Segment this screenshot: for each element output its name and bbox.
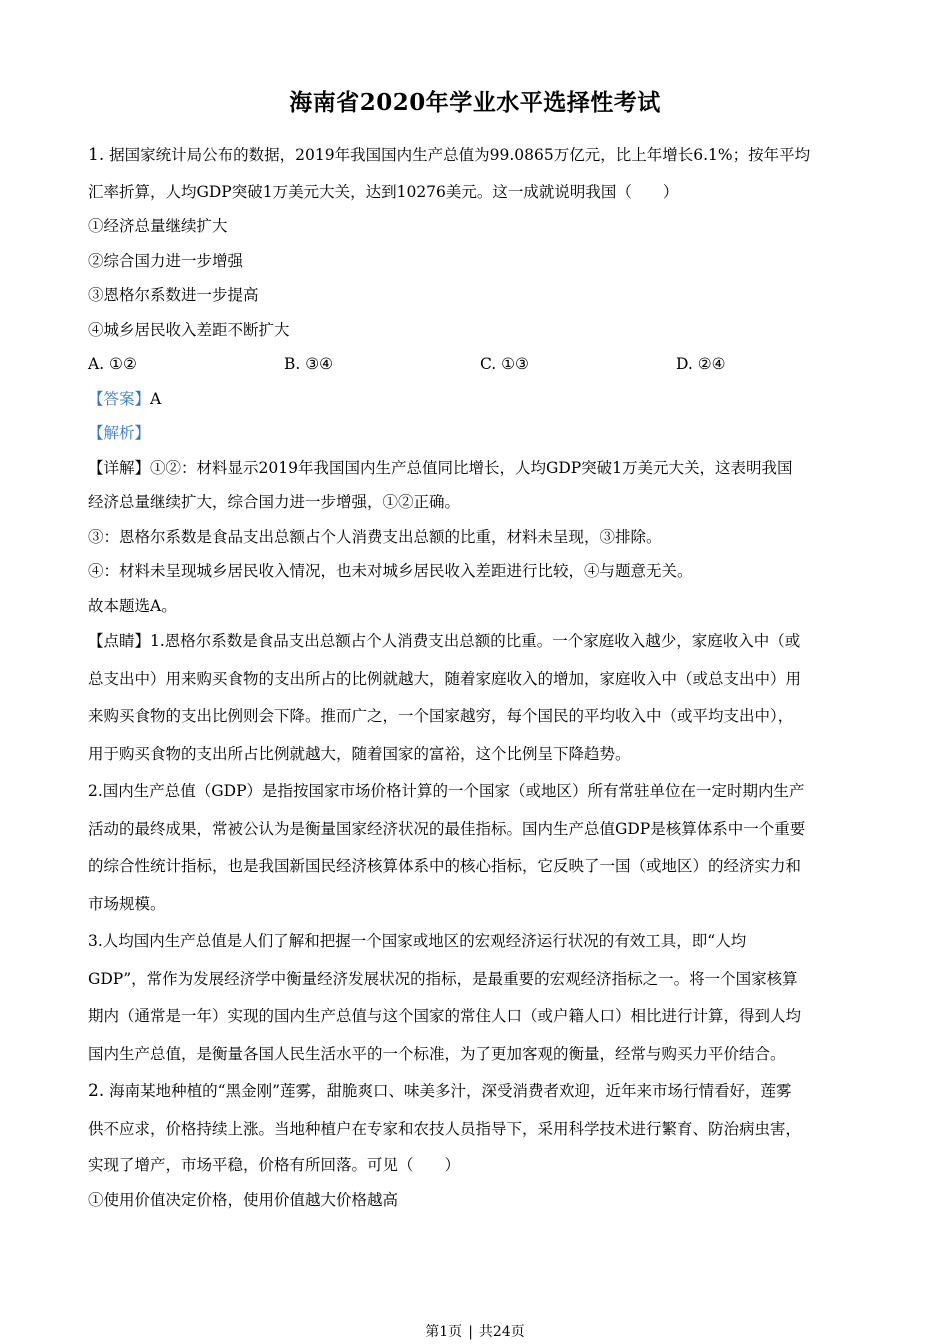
tip-line: 总支出中）用来购买食物的支出所占的比例就越大，随着家庭收入的增加，家庭收入中（或总支出中）用 xyxy=(88,669,802,688)
tip-line: 【点睛】1.恩格尔系数是食品支出总额占个人消费支出总额的比重。一个家庭收入越少，家庭收入中（或 xyxy=(88,632,801,650)
option-d: D. ②④ xyxy=(676,355,726,373)
tip-line: 3.人均国内生产总值是人们了解和把握一个国家或地区的宏观经济运行状况的有效工具，即“人均 xyxy=(88,932,747,950)
tip-line: 国内生产总值，是衡量各国人民生活水平的一个标准，为了更加客观的衡量，经常与购买力平价结合。 xyxy=(88,1044,786,1063)
document-content xyxy=(88,137,878,1217)
question-1-number: 1. xyxy=(88,145,105,165)
tip-line: 期内（通常是一年）实现的国内生产总值与这个国家的常住人口（或户籍人口）相比进行计算，得到人均 xyxy=(88,1007,802,1025)
question-2-stem-line-1: 2. 海南某地种植的“黑金刚”莲雾，甜脆爽口、味美多汁，深受消费者欢迎，近年来市场行情看好，莲雾 xyxy=(88,1081,792,1101)
question-1-item: ②综合国力进一步增强 xyxy=(88,251,244,270)
analysis-tag: 【解析】 xyxy=(88,424,151,442)
detail-line: ④：材料未呈现城乡居民收入情况，也未对城乡居民收入差距进行比较，④与题意无关。 xyxy=(88,562,693,580)
detail-line: 故本题选A。 xyxy=(88,596,177,615)
question-1-item: ①经济总量继续扩大 xyxy=(88,217,228,235)
detail-line: 【详解】①②：材料显示2019年我国国内生产总值同比增长，人均GDP突破1万美元大关，这表明我国 xyxy=(88,458,793,477)
detail-line: ③：恩格尔系数是食品支出总额占个人消费支出总额的比重，材料未呈现，③排除。 xyxy=(88,527,662,546)
detail-line: 经济总量继续扩大，综合国力进一步增强，①②正确。 xyxy=(88,493,461,511)
question-1-item: ③恩格尔系数进一步提高 xyxy=(88,286,259,304)
tip-line: 市场规模。 xyxy=(88,894,166,913)
tip-line: 用于购买食物的支出所占比例就越大，随着国家的富裕，这个比例呈下降趋势。 xyxy=(88,744,631,763)
footer-divider: | xyxy=(468,1324,473,1340)
question-2-stem-line-2: 供不应求，价格持续上涨。当地种植户在专家和农技人员指导下，采用科学技术进行繁育、防治病虫害， xyxy=(88,1119,802,1138)
question-1-options xyxy=(88,347,878,382)
page-footer xyxy=(0,1323,950,1341)
tip-line: 来购买食物的支出比例则会下降。推而广之，一个国家越穷，每个国民的平均收入中（或平均支出中）， xyxy=(88,707,794,725)
option-c: C. ①③ xyxy=(480,355,529,373)
analysis-line xyxy=(88,416,878,451)
answer-tag: 【答案】 xyxy=(88,389,151,408)
answer-value: A xyxy=(150,389,162,408)
tip-line: GDP”，常作为发展经济学中衡量经济发展状况的指标，是最重要的宏观经济指标之一。将一个国家核算 xyxy=(88,969,798,988)
question-1-item: ④城乡居民收入差距不断扩大 xyxy=(88,320,290,339)
question-2-stem-line-3: 实现了增产，市场平稳，价格有所回落。可见（ ） xyxy=(88,1156,461,1174)
question-1-stem-line-2: 汇率折算，人均GDP突破1万美元大关，达到10276美元。这一成就说明我国（ ） xyxy=(88,182,679,201)
page-number: 第1页 xyxy=(425,1324,463,1340)
tip-line: 的综合性统计指标，也是我国新国民经济核算体系中的核心指标，它反映了一国（或地区）的经济实力和 xyxy=(88,857,802,875)
tip-line: 2.国内生产总值（GDP）是指按国家市场价格计算的一个国家（或地区）所有常驻单位在一定时期内生产 xyxy=(88,782,805,800)
question-1-stem-line-1: 1. 据国家统计局公布的数据，2019年我国国内生产总值为99.0865万亿元，比上年增长6.1%；按年平均 xyxy=(88,145,811,165)
page-title: 海南省2020年学业水平选择性考试 xyxy=(289,89,661,116)
tip-line: 活动的最终成果，常被公认为是衡量国家经济状况的最佳指标。国内生产总值GDP是核算体系中一个重要 xyxy=(88,819,806,838)
question-2-number: 2. xyxy=(88,1081,105,1101)
option-b: B. ③④ xyxy=(284,355,334,373)
option-a: A. ①② xyxy=(88,355,137,373)
page-total: 共24页 xyxy=(478,1324,525,1340)
answer-line xyxy=(88,382,878,417)
question-2-item: ①使用价值决定价格，使用价值越大价格越高 xyxy=(88,1190,399,1209)
